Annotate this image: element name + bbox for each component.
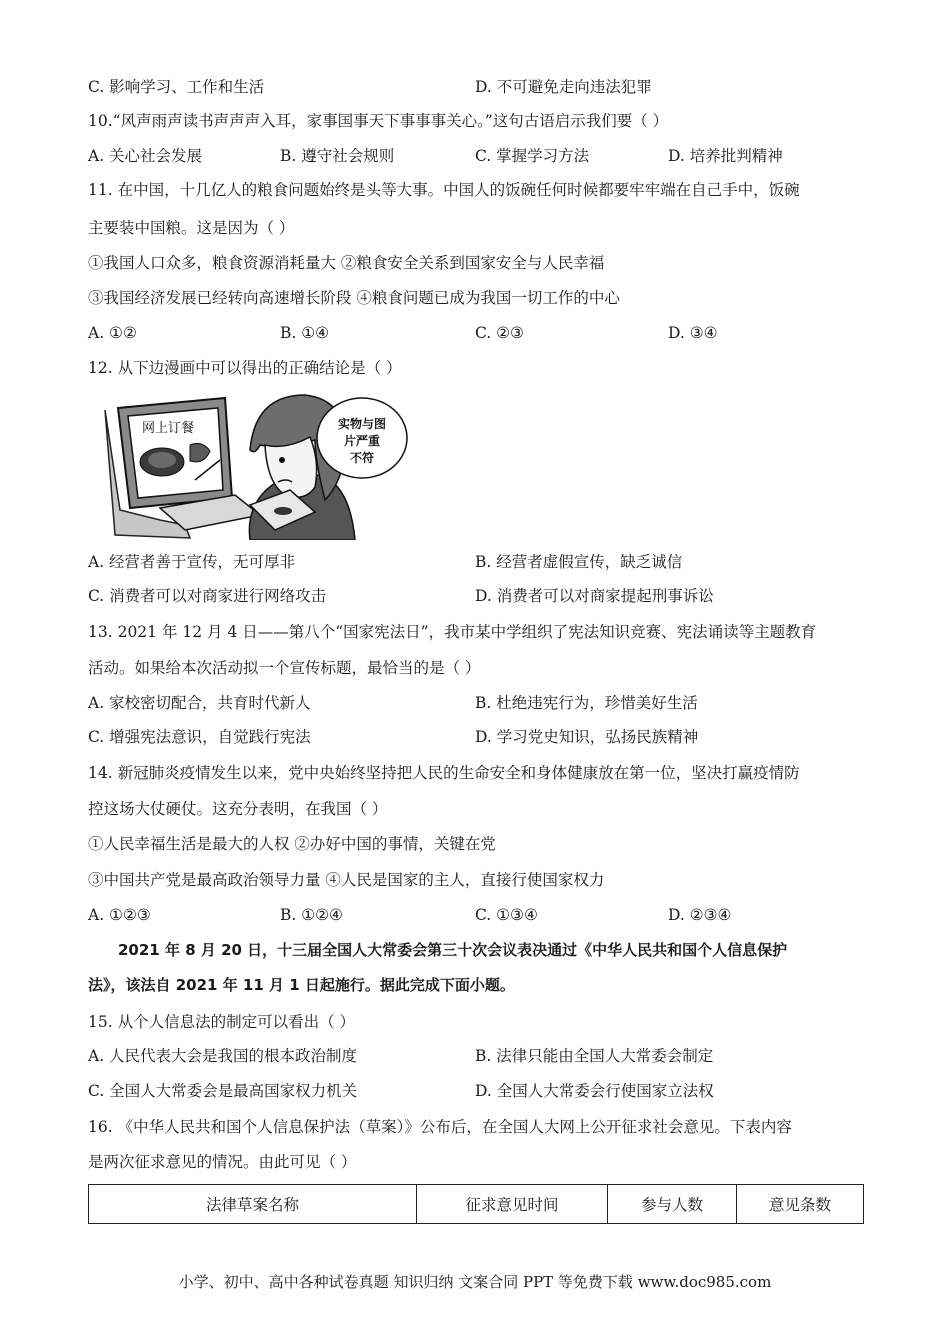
q12-option-a: A. 经营者善于宣传，无可厚非 — [88, 553, 296, 571]
q9-option-c: C. 影响学习、工作和生活 — [88, 78, 265, 96]
q15-option-c: C. 全国人大常委会是最高国家权力机关 — [88, 1082, 358, 1100]
q11-stem-line2: 主要装中国粮。这是因为（ ） — [88, 219, 295, 237]
q12-option-b: B. 经营者虚假宣传，缺乏诚信 — [475, 553, 683, 571]
q14-option-d: D. ②③④ — [668, 906, 732, 924]
table-header-cell: 征求意见时间 — [417, 1185, 608, 1224]
material-line1: 2021 年 8 月 20 日，十三届全国人大常委会第三十次会议表决通过《中华人民共和国个人信息保护 — [118, 941, 788, 959]
q12-option-c: C. 消费者可以对商家进行网络攻击 — [88, 587, 327, 605]
cartoon-screen-text: 网上订餐 — [142, 421, 195, 436]
material-line2: 法》，该法自 2021 年 11 月 1 日起施行。据此完成下面小题。 — [88, 976, 515, 994]
cartoon-bubble-line3: 不符 — [349, 451, 375, 465]
q10-option-c: C. 掌握学习方法 — [475, 147, 590, 165]
q13-stem-line1: 13. 2021 年 12 月 4 日——第八个“国家宪法日”，我市某中学组织了宪法知识竞赛、宪法诵读等主题教育 — [88, 623, 817, 641]
table-header-cell: 意见条数 — [737, 1185, 864, 1224]
q16-table — [88, 1184, 864, 1224]
q11-items-line1: ①我国人口众多，粮食资源消耗量大 ②粮食安全关系到国家安全与人民幸福 — [88, 254, 605, 272]
q13-option-c: C. 增强宪法意识，自觉践行宪法 — [88, 728, 311, 746]
q11-items-line2: ③我国经济发展已经转向高速增长阶段 ④粮食问题已成为我国一切工作的中心 — [88, 289, 620, 307]
q13-stem-line2: 活动。如果给本次活动拟一个宣传标题，最恰当的是（ ） — [88, 659, 481, 677]
q14-items-line1: ①人民幸福生活是最大的人权 ②办好中国的事情，关键在党 — [88, 835, 496, 853]
q14-option-c: C. ①③④ — [475, 906, 538, 924]
q10-option-a: A. 关心社会发展 — [88, 147, 203, 165]
q11-option-b: B. ①④ — [280, 324, 330, 342]
table-header-row — [89, 1185, 864, 1224]
q13-option-b: B. 杜绝违宪行为，珍惜美好生活 — [475, 694, 698, 712]
q10-option-b: B. 遵守社会规则 — [280, 147, 395, 165]
table-header-cell: 参与人数 — [608, 1185, 737, 1224]
q10-option-d: D. 培养批判精神 — [668, 147, 783, 165]
q11-stem-line1: 11. 在中国，十几亿人的粮食问题始终是头等大事。中国人的饭碗任何时候都要牢牢端在自己手中，饭碗 — [88, 181, 800, 199]
q12-stem: 12. 从下边漫画中可以得出的正确结论是（ ） — [88, 359, 402, 377]
q12-cartoon-image — [100, 390, 415, 540]
q15-option-b: B. 法律只能由全国人大常委会制定 — [475, 1047, 714, 1065]
q13-option-d: D. 学习党史知识，弘扬民族精神 — [475, 728, 699, 746]
q16-stem-line1: 16. 《中华人民共和国个人信息保护法（草案）》公布后，在全国人大网上公开征求社会意见。下表内容 — [88, 1118, 792, 1136]
q14-option-a: A. ①②③ — [88, 906, 151, 924]
cartoon-bubble-line2: 片严重 — [343, 434, 381, 448]
q14-items-line2: ③中国共产党是最高政治领导力量 ④人民是国家的主人，直接行使国家权力 — [88, 871, 605, 889]
q15-option-a: A. 人民代表大会是我国的根本政治制度 — [88, 1047, 358, 1065]
q16-stem-line2: 是两次征求意见的情况。由此可见（ ） — [88, 1153, 357, 1171]
q11-option-c: C. ②③ — [475, 324, 524, 342]
q14-option-b: B. ①②④ — [280, 906, 343, 924]
q14-stem-line2: 控这场大仗硬仗。这充分表明，在我国（ ） — [88, 800, 388, 818]
q12-option-d: D. 消费者可以对商家提起刑事诉讼 — [475, 587, 714, 605]
q15-stem: 15. 从个人信息法的制定可以看出（ ） — [88, 1013, 356, 1031]
q14-stem-line1: 14. 新冠肺炎疫情发生以来，党中央始终坚持把人民的生命安全和身体健康放在第一位，坚决打赢疫情防 — [88, 764, 800, 782]
table-header-cell: 法律草案名称 — [89, 1185, 417, 1224]
q15-option-d: D. 全国人大常委会行使国家立法权 — [475, 1082, 714, 1100]
q10-stem: 10.“风声雨声读书声声声入耳，家事国事天下事事事关心。”这句古语启示我们要（ ） — [88, 112, 669, 130]
q13-option-a: A. 家校密切配合，共育时代新人 — [88, 694, 311, 712]
q11-option-a: A. ①② — [88, 324, 137, 342]
q9-option-d: D. 不可避免走向违法犯罪 — [475, 78, 652, 96]
page-footer: 小学、初中、高中各种试卷真题 知识归纳 文案合同 PPT 等免费下载 www.doc985.com — [178, 1273, 772, 1291]
cartoon-bubble-line1: 实物与图 — [337, 417, 387, 431]
q11-option-d: D. ③④ — [668, 324, 718, 342]
